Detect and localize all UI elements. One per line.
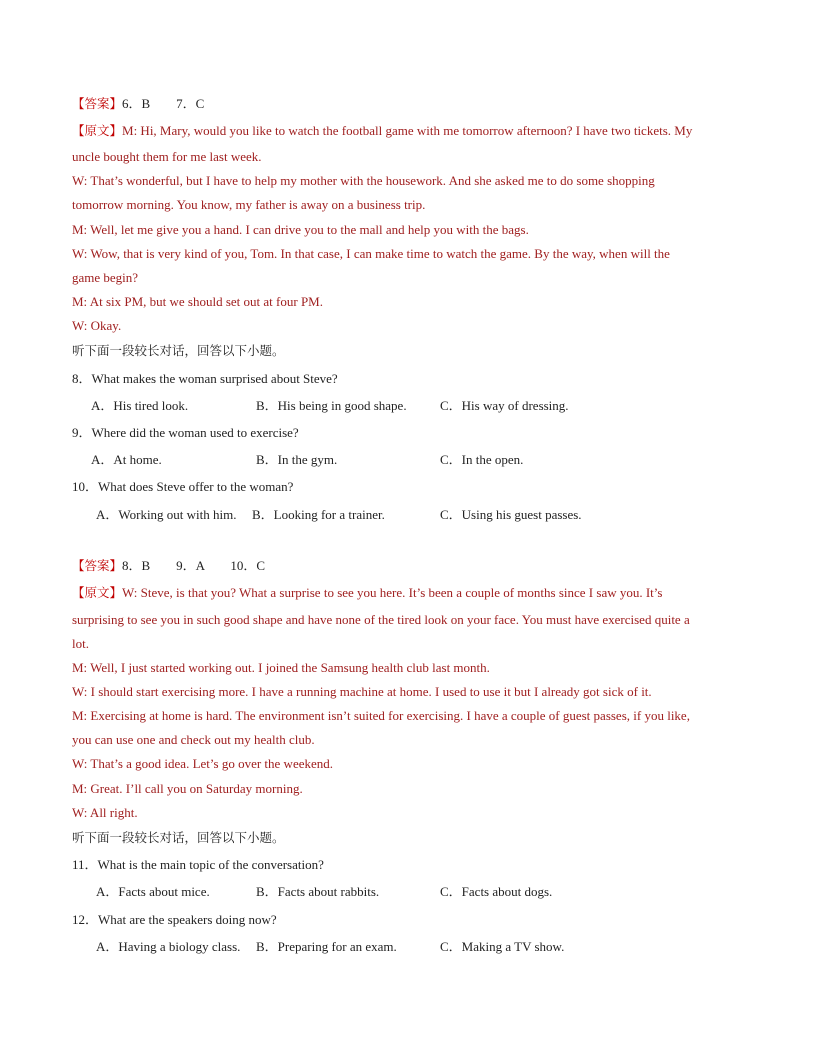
transcript-line: W: That’s a good idea. Let’s go over the weekend.	[72, 756, 334, 771]
option-c: C．Facts about dogs.	[440, 884, 553, 899]
transcript-line	[72, 585, 662, 601]
transcript-line: M: Well, I just started working out. I joined the Samsung health club last month.	[72, 660, 490, 675]
question-stem: 11．What is the main topic of the conversation?	[72, 857, 324, 872]
transcript-line: W: That’s wonderful, but I have to help my mother with the housework. And she asked me to do some shopping	[72, 173, 655, 188]
question-stem: 8．What makes the woman surprised about Steve?	[72, 371, 338, 386]
transcript-line: W: Wow, that is very kind of you, Tom. In that case, I can make time to watch the game. By the way, when will the	[72, 246, 670, 261]
answer-tag: 【答案】	[72, 558, 123, 573]
answer-line-2	[72, 558, 265, 574]
answer-line-1	[72, 96, 204, 112]
transcript-line: surprising to see you in such good shape and have none of the tired look on your face. You must have exercised quite a	[72, 612, 690, 627]
question-stem: 10．What does Steve offer to the woman?	[72, 479, 294, 494]
option-c: C．Making a TV show.	[440, 939, 565, 954]
transcript-line: tomorrow morning. You know, my father is away on a business trip.	[72, 197, 426, 212]
transcript-line: W: Okay.	[72, 318, 122, 333]
transcript-line: W: All right.	[72, 805, 138, 820]
script-tag: 【原文】	[72, 123, 123, 138]
answer-tag: 【答案】	[72, 96, 123, 111]
question-stem: 9．Where did the woman used to exercise?	[72, 425, 299, 440]
transcript-line: lot.	[72, 636, 89, 651]
transcript-line: M: Well, let me give you a hand. I can drive you to the mall and help you with the bags.	[72, 222, 529, 237]
option-b: B．Looking for a trainer.	[252, 507, 385, 522]
transcript-line	[72, 123, 692, 139]
option-a: A．Facts about mice.	[96, 884, 210, 899]
option-a: A．Having a biology class.	[96, 939, 241, 954]
transcript-text: M: Hi, Mary, would you like to watch the football game with me tomorrow afternoon? I have two tickets. My	[122, 123, 693, 138]
answer-text: 6．B 7．C	[122, 96, 205, 111]
option-b: B．In the gym.	[256, 452, 338, 467]
transcript-line: M: Exercising at home is hard. The environment isn’t suited for exercising. I have a couple of guest passes, if you like,	[72, 708, 690, 723]
option-b: B．Facts about rabbits.	[256, 884, 380, 899]
section-instruction: 听下面一段较长对话，回答以下小题。	[72, 830, 285, 845]
section-instruction: 听下面一段较长对话，回答以下小题。	[72, 343, 285, 358]
transcript-line: you can use one and check out my health club.	[72, 732, 315, 747]
option-c: C．In the open.	[440, 452, 524, 467]
answer-text: 8．B 9．A 10．C	[122, 558, 266, 573]
option-a: A．His tired look.	[91, 398, 189, 413]
option-b: B．Preparing for an exam.	[256, 939, 397, 954]
option-a: A．At home.	[91, 452, 162, 467]
option-a: A．Working out with him.	[96, 507, 237, 522]
transcript-line: game begin?	[72, 270, 139, 285]
transcript-line: uncle bought them for me last week.	[72, 149, 262, 164]
question-stem: 12．What are the speakers doing now?	[72, 912, 277, 927]
transcript-line: M: Great. I’ll call you on Saturday morning.	[72, 781, 303, 796]
option-c: C．Using his guest passes.	[440, 507, 582, 522]
option-c: C．His way of dressing.	[440, 398, 569, 413]
transcript-line: M: At six PM, but we should set out at four PM.	[72, 294, 323, 309]
transcript-line: W: I should start exercising more. I have a running machine at home. I used to use it but I already got sick of it.	[72, 684, 652, 699]
script-tag: 【原文】	[72, 585, 123, 600]
option-b: B．His being in good shape.	[256, 398, 407, 413]
transcript-text: W: Steve, is that you? What a surprise to see you here. It’s been a couple of months since I saw you. It’s	[122, 585, 663, 600]
